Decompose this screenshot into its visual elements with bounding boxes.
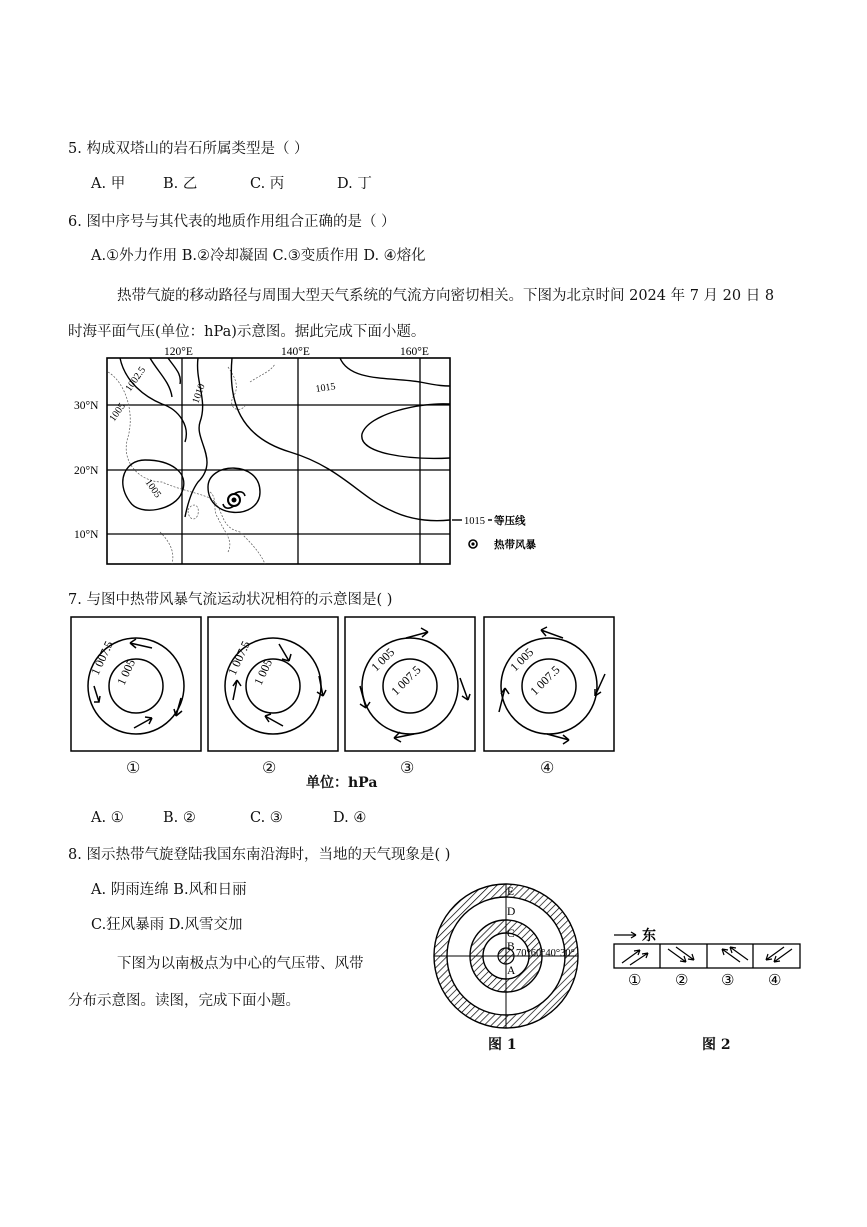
passage2-line1: 下图为以南极点为中心的气压带、风带 xyxy=(117,956,364,972)
inner-isobar-label: 1 005 xyxy=(251,656,276,688)
lon-label: 160°E xyxy=(400,346,429,358)
q5-stem: 5. 构成双塔山的岩石所属类型是（ ） xyxy=(68,141,309,157)
outer-isobar-label: 1 005 xyxy=(368,645,398,675)
q7-panel-1 xyxy=(70,616,202,752)
q6-stem: 6. 图中序号与其代表的地质作用组合正确的是（ ） xyxy=(68,214,396,230)
fig2-num-2: ② xyxy=(675,971,689,989)
belt-label-e: E xyxy=(507,886,515,898)
inner-isobar-label: 1 007.5 xyxy=(388,662,424,699)
q7-option-a: A. ① xyxy=(91,810,124,826)
fig2-num-3: ③ xyxy=(721,971,735,989)
q8-options-row1: A. 阴雨连绵 B.风和日丽 xyxy=(91,882,247,898)
outer-isobar-label: 1 005 xyxy=(507,645,537,675)
q7-option-b: B. ② xyxy=(163,810,196,826)
figure-1-polar-diagram xyxy=(428,883,592,1033)
svg-text:1015: 1015 xyxy=(464,516,485,527)
q5-option-b: B. 乙 xyxy=(163,176,198,192)
q8-stem: 8. 图示热带气旋登陆我国东南沿海时，当地的天气现象是( ) xyxy=(68,847,451,863)
q7-panel-3 xyxy=(344,616,476,752)
q7-panel-number-4: ④ xyxy=(540,758,555,777)
lat-label: 10°N xyxy=(74,529,99,541)
belt-label-a: A xyxy=(507,965,516,977)
figure-2-wind-boxes xyxy=(610,925,802,989)
q7-option-d: D. ④ xyxy=(333,810,367,826)
outer-isobar-label: 1 007.5 xyxy=(88,638,116,678)
q5-option-d: D. 丁 xyxy=(337,176,372,192)
q7-panel-number-2: ② xyxy=(262,758,277,777)
q7-panel-2 xyxy=(207,616,339,752)
q7-panel-4 xyxy=(483,616,615,752)
outer-isobar-label: 1 007.5 xyxy=(225,638,253,678)
isobar-label: 1015 xyxy=(314,381,337,395)
lon-label: 140°E xyxy=(281,346,310,358)
q6-options: A.①外力作用 B.②冷却凝固 C.③变质作用 D. ④熔化 xyxy=(91,248,426,264)
lat-label: 30°N xyxy=(74,400,99,412)
passage1-line1: 热带气旋的移动路径与周围大型天气系统的气流方向密切相关。下图为北京时间 2024 年 7 月 20 日 8 xyxy=(117,288,775,304)
q7-stem: 7. 与图中热带风暴气流运动状况相符的示意图是( ) xyxy=(68,592,393,608)
q7-option-c: C. ③ xyxy=(250,810,283,826)
q7-panel-number-1: ① xyxy=(126,758,141,777)
svg-text:等压线: 等压线 xyxy=(494,515,526,527)
latitude-labels: 70°60°40°30° xyxy=(516,948,575,959)
isobar-label: 1005 xyxy=(142,477,164,501)
isobar-label: 1005 xyxy=(107,401,128,424)
lon-label: 120°E xyxy=(164,346,193,358)
isobar-map xyxy=(74,342,550,572)
q5-option-a: A. 甲 xyxy=(91,176,126,192)
storm-legend-icon xyxy=(469,540,477,548)
passage1-line2: 时海平面气压(单位：hPa)示意图。据此完成下面小题。 xyxy=(68,324,426,340)
figure-2-caption: 图 2 xyxy=(702,1037,731,1053)
fig2-num-1: ① xyxy=(628,971,642,989)
q5-option-c: C. 丙 xyxy=(250,176,285,192)
isobar-label: 1002.5 xyxy=(123,364,149,394)
passage2-line2: 分布示意图。读图，完成下面小题。 xyxy=(68,993,300,1009)
inner-isobar-label: 1 007.5 xyxy=(527,662,563,699)
east-label: 东 xyxy=(642,928,656,944)
isobar-label: 1010 xyxy=(190,382,208,406)
q8-options-row2: C.狂风暴雨 D.风雪交加 xyxy=(91,917,243,933)
belt-label-b: B xyxy=(507,941,515,953)
inner-isobar-label: 1 005 xyxy=(114,656,139,688)
svg-text:热带风暴: 热带风暴 xyxy=(494,539,536,551)
figure-1-caption: 图 1 xyxy=(488,1037,517,1053)
q7-unit: 单位：hPa xyxy=(306,775,378,791)
fig2-num-4: ④ xyxy=(768,971,782,989)
belt-label-d: D xyxy=(507,906,516,918)
belt-label-c: C xyxy=(507,928,515,940)
q7-panel-number-3: ③ xyxy=(400,758,415,777)
lat-label: 20°N xyxy=(74,465,99,477)
map-legend xyxy=(452,514,536,551)
